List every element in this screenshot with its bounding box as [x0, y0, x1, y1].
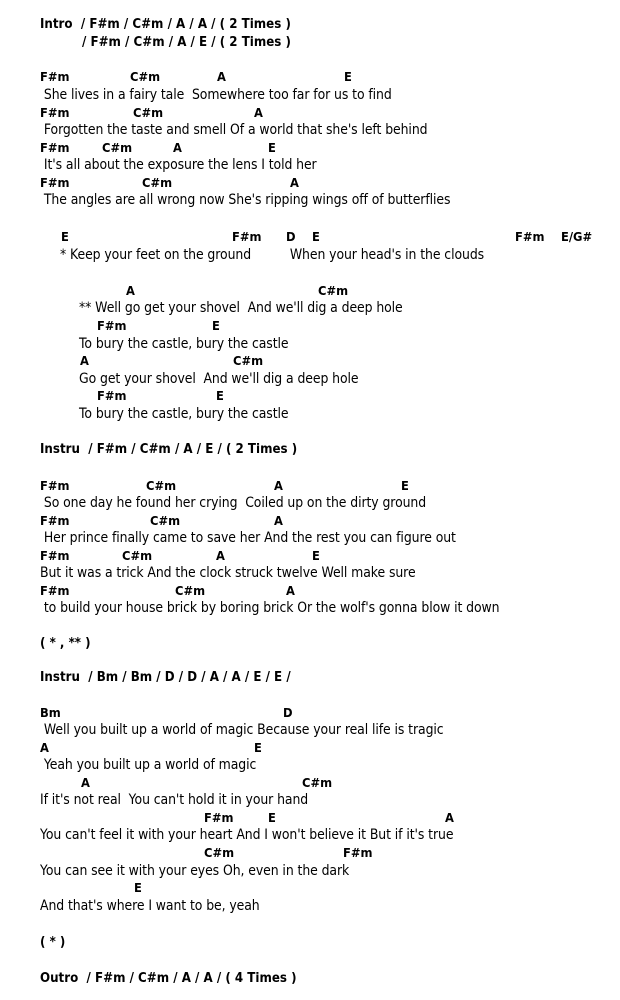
chord: F#m	[343, 845, 373, 860]
instrumental-2: Instru / Bm / Bm / D / D / A / A / E / E /	[40, 669, 291, 685]
repeat-marker: ( * )	[40, 934, 66, 950]
chord: E	[254, 740, 262, 755]
lyric-line: Forgotten the taste and smell Of a world that she's left behind	[40, 122, 428, 138]
chord: C#m	[133, 105, 164, 120]
chord: F#m	[204, 810, 234, 825]
chord: F#m	[515, 229, 545, 244]
chord: F#m	[40, 140, 70, 155]
chord: Bm	[40, 705, 61, 720]
chord: E	[344, 69, 352, 84]
lyric-line: to build your house brick by boring brick Or the wolf's gonna blow it down	[40, 600, 500, 616]
lyric-line: If it's not real You can't hold it in your hand	[40, 792, 309, 808]
chord: A	[274, 513, 283, 528]
chord: F#m	[40, 548, 70, 563]
lyric-line: The angles are all wrong now She's ripping wings off of butterflies	[40, 192, 451, 208]
lyric-line: Yeah you built up a world of magic	[40, 757, 257, 773]
chord: E	[212, 318, 220, 333]
lyric-line: But it was a trick And the clock struck twelve Well make sure	[40, 565, 416, 581]
instrumental-1: Instru / F#m / C#m / A / E / ( 2 Times )	[40, 441, 298, 457]
chord: A	[217, 69, 226, 84]
chord: F#m	[40, 175, 70, 190]
chord: C#m	[233, 353, 264, 368]
chord: A	[290, 175, 299, 190]
chord: C#m	[204, 845, 235, 860]
lyric-line: It's all about the exposure the lens I told her	[40, 157, 317, 173]
chord: C#m	[146, 478, 177, 493]
chord: E	[268, 810, 276, 825]
chord: C#m	[150, 513, 181, 528]
lyric-line: Go get your shovel And we'll dig a deep hole	[79, 371, 359, 387]
repeat-marker: ( * , ** )	[40, 635, 91, 651]
lyric-line: Her prince finally came to save her And the rest you can figure out	[40, 530, 456, 546]
chord: F#m	[40, 105, 70, 120]
outro-line: Outro / F#m / C#m / A / A / ( 4 Times )	[40, 970, 297, 986]
intro-line-1: Intro / F#m / C#m / A / A / ( 2 Times )	[40, 16, 291, 32]
chord: A	[286, 583, 295, 598]
chord: C#m	[302, 775, 333, 790]
chord: F#m	[40, 513, 70, 528]
chord: A	[126, 283, 135, 298]
lyric-line: To bury the castle, bury the castle	[79, 336, 289, 352]
chord: C#m	[130, 69, 161, 84]
chord: A	[274, 478, 283, 493]
lyric-line: You can see it with your eyes Oh, even in the dark	[40, 863, 350, 879]
chord: C#m	[122, 548, 153, 563]
chord: F#m	[40, 478, 70, 493]
chord: F#m	[40, 69, 70, 84]
lyric-line: ** Well go get your shovel And we'll dig a deep hole	[79, 300, 403, 316]
chord: D	[286, 229, 296, 244]
chord: F#m	[40, 583, 70, 598]
chord: E	[216, 388, 224, 403]
chord: E	[312, 548, 320, 563]
chord: D	[283, 705, 293, 720]
lyric-line: You can't feel it with your heart And I won't believe it But if it's true	[40, 827, 454, 843]
lyric-line: And that's where I want to be, yeah	[40, 898, 260, 914]
chord: A	[173, 140, 182, 155]
chord: A	[40, 740, 49, 755]
chord: F#m	[97, 388, 127, 403]
chord: E/G#	[561, 229, 593, 244]
lyric-line: * Keep your feet on the ground When your head's in the clouds	[60, 247, 485, 263]
chord: E	[312, 229, 320, 244]
chord: C#m	[318, 283, 349, 298]
chord: F#m	[232, 229, 262, 244]
chord: A	[216, 548, 225, 563]
lyric-line: So one day he found her crying Coiled up on the dirty ground	[40, 495, 427, 511]
chord: E	[401, 478, 409, 493]
lyric-line: She lives in a fairy tale Somewhere too far for us to find	[40, 87, 392, 103]
chord: A	[445, 810, 454, 825]
chord: A	[254, 105, 263, 120]
chord: A	[81, 775, 90, 790]
lyric-line: Well you built up a world of magic Because your real life is tragic	[40, 722, 444, 738]
chord: A	[80, 353, 89, 368]
lyric-line: To bury the castle, bury the castle	[79, 406, 289, 422]
chord: C#m	[175, 583, 206, 598]
chord: E	[268, 140, 276, 155]
chord: C#m	[102, 140, 133, 155]
intro-line-2: / F#m / C#m / A / E / ( 2 Times )	[82, 34, 291, 50]
chord: E	[61, 229, 69, 244]
chord: F#m	[97, 318, 127, 333]
chord: E	[134, 880, 142, 895]
chord: C#m	[142, 175, 173, 190]
